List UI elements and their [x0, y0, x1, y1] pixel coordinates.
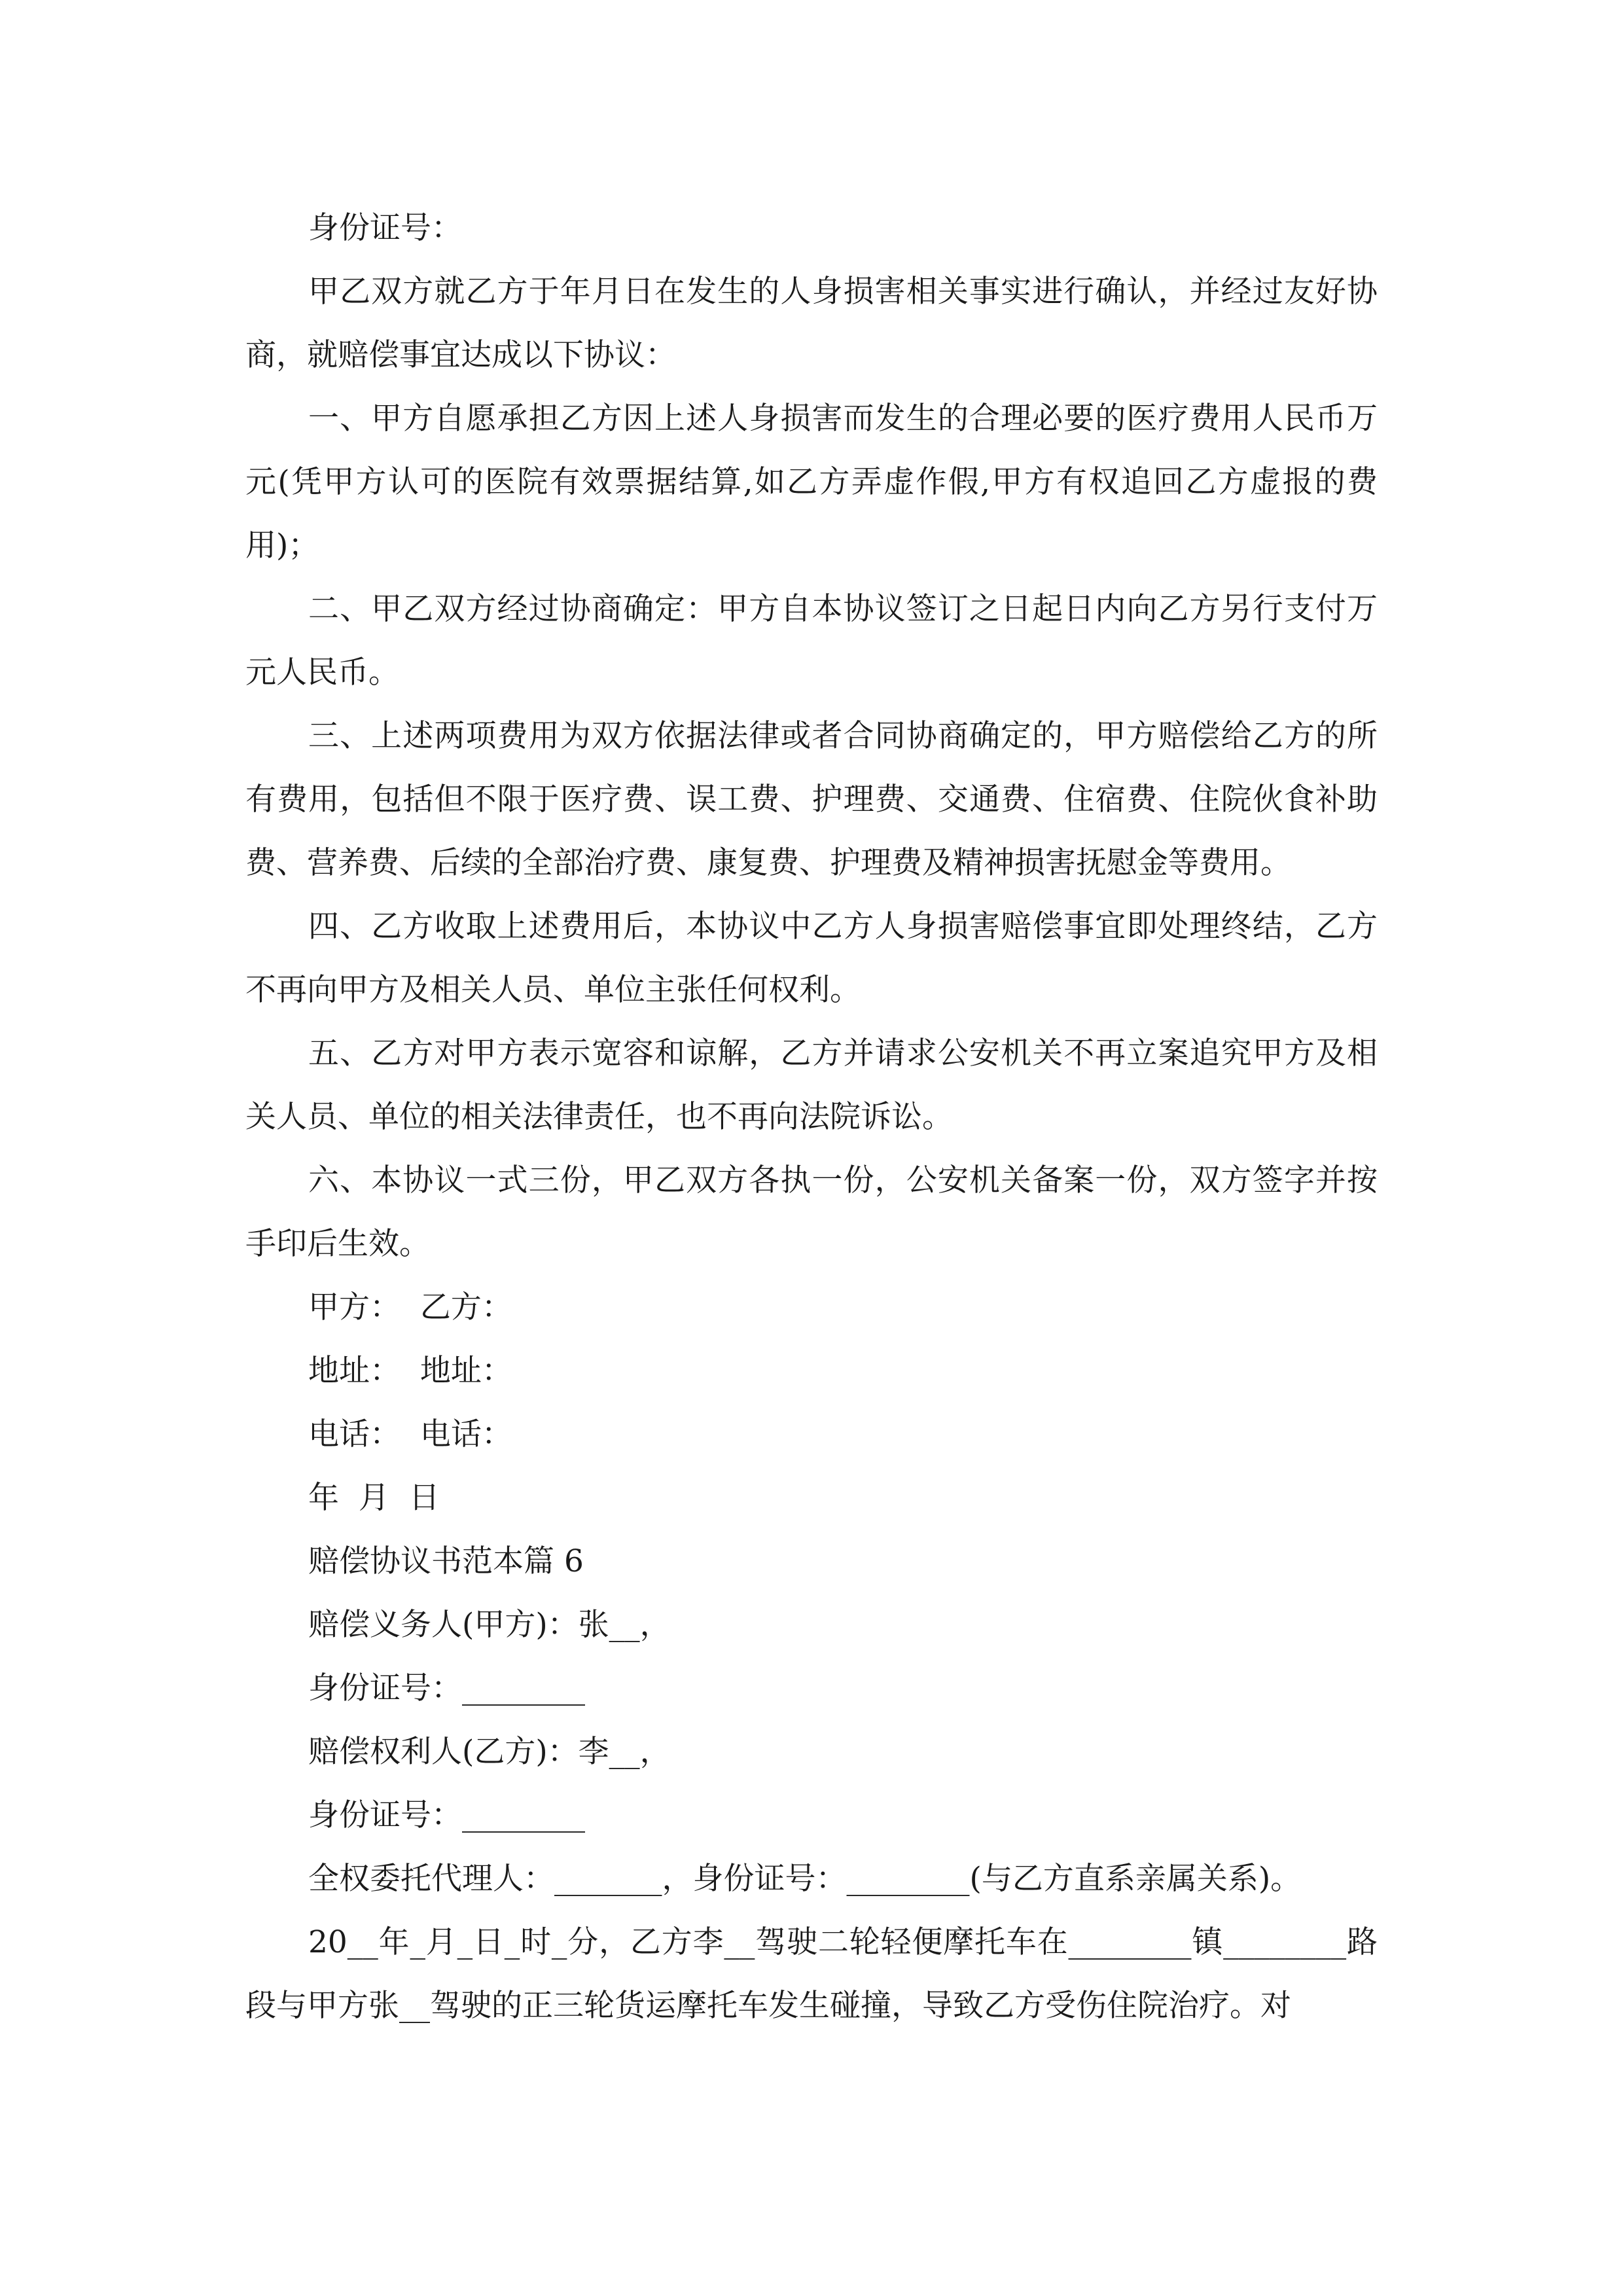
clause-4-paragraph: 四、乙方收取上述费用后，本协议中乙方人身损害赔偿事宜即处理终结，乙方不再向甲方及相关人员、单位主张任何权利。 [245, 908, 1378, 1008]
clause-1-paragraph: 一、甲方自愿承担乙方因上述人身损害而发生的合理必要的医疗费用人民币万元(凭甲方认可的医院有效票据结算,如乙方弄虚作假,甲方有权追回乙方虚报的费用)； [245, 401, 1378, 564]
clause-6-paragraph: 六、本协议一式三份，甲乙双方各执一份，公安机关备案一份，双方签字并按手印后生效。 [245, 1162, 1378, 1262]
section-title: 赔偿协议书范本篇 6 [308, 1543, 584, 1579]
clause-2-paragraph: 二、甲乙双方经过协商确定：甲方自本协议签订之日起日内向乙方另行支付万元人民币。 [245, 591, 1378, 691]
incident-paragraph: 20__年_月_日_时_分，乙方李__驾驶二轮轻便摩托车在________镇________路段与甲方张__驾驶的正三轮货运摩托车发生碰撞，导致乙方受伤住院治疗。对 [245, 1924, 1378, 2024]
obligee-id-line: 身份证号：________ [308, 1797, 585, 1833]
party-phone-line: 电话： 电话： [308, 1416, 512, 1452]
document-body [245, 196, 1378, 2037]
obligee-line: 赔偿权利人(乙方)：李__， [308, 1734, 671, 1770]
obligor-id-line: 身份证号：________ [308, 1670, 585, 1706]
party-names-line: 甲方： 乙方： [308, 1289, 512, 1325]
obligor-line: 赔偿义务人(甲方)：张__， [308, 1607, 671, 1643]
clause-5-paragraph: 五、乙方对甲方表示宽容和谅解，乙方并请求公安机关不再立案追究甲方及相关人员、单位的相关法律责任，也不再向法院诉讼。 [245, 1035, 1378, 1135]
agent-line: 全权委托代理人：_______，身份证号：________(与乙方直系亲属关系)。 [308, 1861, 1302, 1897]
date-line: 年 月 日 [308, 1480, 440, 1516]
id-number-line: 身份证号： [308, 210, 462, 246]
agreement-intro-paragraph: 甲乙双方就乙方于年月日在发生的人身损害相关事实进行确认，并经过友好协商，就赔偿事宜达成以下协议： [245, 274, 1378, 373]
party-address-line: 地址： 地址： [308, 1353, 512, 1389]
clause-3-paragraph: 三、上述两项费用为双方依据法律或者合同协商确定的，甲方赔偿给乙方的所有费用，包括但不限于医疗费、误工费、护理费、交通费、住宿费、住院伙食补助费、营养费、后续的全部治疗费、康复费、护理费及精神损害抚慰金等费用。 [245, 718, 1378, 881]
